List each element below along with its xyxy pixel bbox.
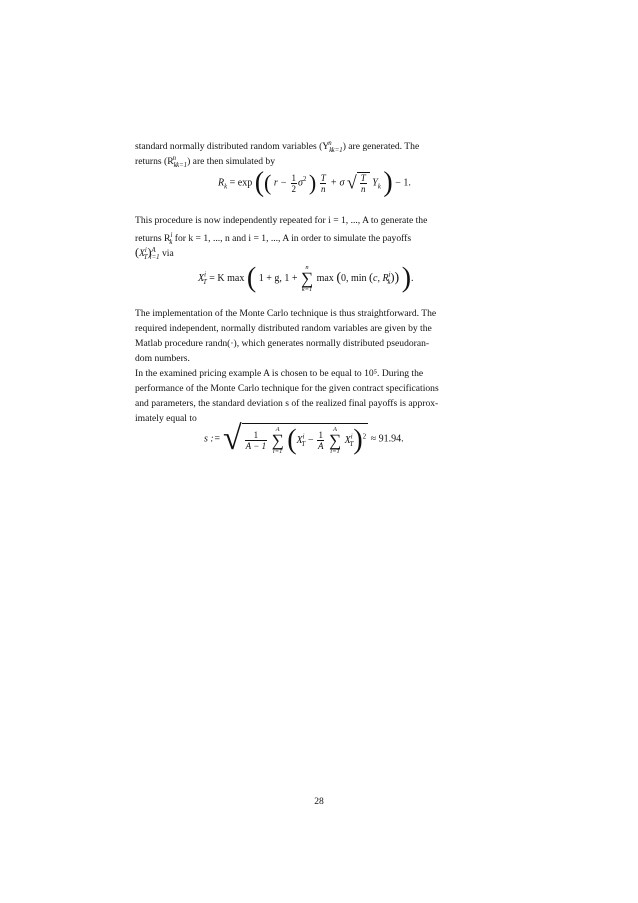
paragraph-line: Matlab procedure randn(·), which generates normally distributed pseudoran- — [135, 338, 430, 349]
paragraph-line: This procedure is now independently repeated for i = 1, ..., A to generate the — [135, 215, 428, 226]
equation-returns: $R_k = \exp$ (( r − $\frac{1}{2}$ $\sigma^2$ ) $\frac{T}{n}$ + σ √ $\frac{T}{n}$ $Y_k$ ) − 1. — [218, 167, 411, 198]
equation-payoffs: $X^i_T = K$ max ( 1 + g, 1 + n ∑ k=1 max (0, min (c, $R^i_k$)) ). — [198, 262, 414, 294]
paragraph-line: returns $(R_k^n_{k=1})$ are then simulated by — [135, 155, 276, 170]
paragraph-line: The implementation of the Monte Carlo technique is thus straightforward. The — [135, 308, 437, 319]
paragraph-line: imately equal to — [135, 413, 197, 424]
paragraph-line: performance of the Monte Carlo technique for the given contract specifications — [135, 383, 439, 394]
paragraph-line: returns $R^i_k$ for k = 1, ..., n and i = 1, ..., A in order to simulate the payoffs — [135, 232, 412, 247]
paragraph-line: $(X^i_T)^A_{i=1}$ via — [135, 245, 174, 262]
paragraph-line: required independent, normally distributed random variables are given by the — [135, 323, 432, 334]
paragraph-line: and parameters, the standard deviation s of the realized final payoffs is approx- — [135, 398, 439, 409]
equation-std-dev: s := √ $\frac{1}{A - 1}$ A ∑ i=1 ($X^i_T$ − $\frac{1}{A}$ A ∑ i=1 $X^i_T)^2 \approx 91.94$. — [204, 420, 404, 457]
paragraph-line: dom numbers. — [135, 353, 190, 364]
paragraph-line: standard normally distributed random variables $(Y_k^n_{k=1})$ are generated. The — [135, 140, 420, 155]
page-number: 28 — [314, 796, 324, 807]
paragraph-line: In the examined pricing example A is chosen to be equal to 10⁵. During the — [135, 368, 424, 379]
